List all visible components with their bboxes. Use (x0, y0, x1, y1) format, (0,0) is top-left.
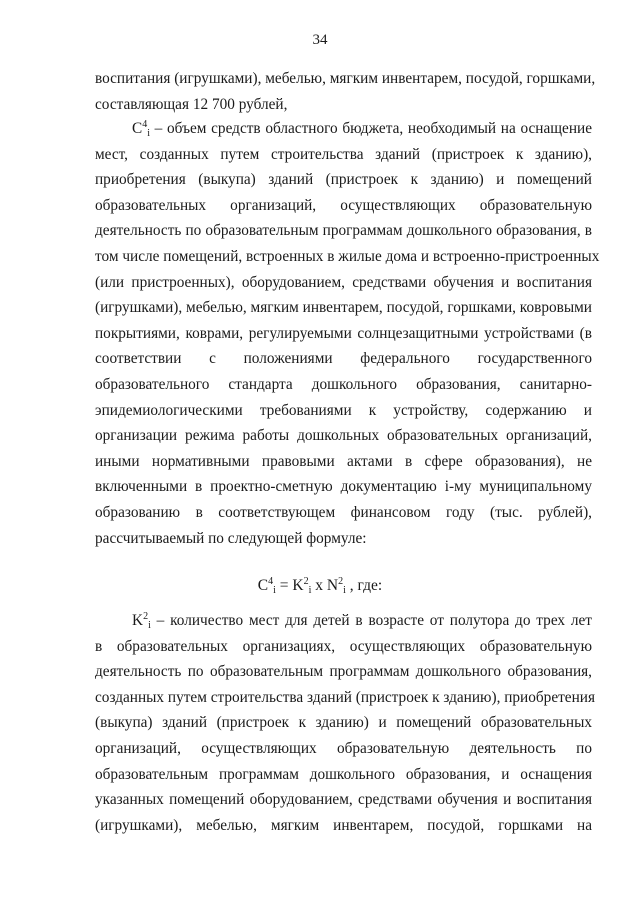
variable-subscript: i (147, 128, 150, 139)
text-line: соответствии с положениями федерального государственного (95, 350, 592, 368)
formula-symbol: C (257, 577, 269, 594)
text-line: (игрушками), мебелью, мягким инвентарем, посудой, горшками, ковровыми (95, 299, 592, 317)
text-line: организации режима работы дошкольных образовательных организаций, (95, 427, 592, 445)
text-line: образовательным программам дошкольного образования, и оснащения (95, 765, 592, 783)
text-line: включенными в проектно-сметную документацию i-му муниципальному (95, 478, 592, 496)
text-line: иными нормативными правовыми актами в сфере образования), не (95, 452, 592, 470)
text-line (95, 608, 592, 634)
text-line: образовательного стандарта дошкольного образования, санитарно- (95, 375, 592, 393)
text-line: созданных путем строительства зданий (пристроек к зданию), приобретения (95, 688, 595, 706)
formula (0, 577, 640, 595)
formula-superscript: 2 (338, 576, 344, 587)
variable-symbol: K (132, 612, 144, 629)
formula-subscript: i (273, 585, 276, 596)
line-text: – количество мест для детей в возрасте от полутора до трех лет (150, 612, 592, 629)
formula-operator: x (311, 577, 327, 594)
variable-superscript: 2 (143, 611, 149, 622)
line-text: – объем средств областного бюджета, необходимый на оснащение (149, 120, 592, 137)
text-line: образовательных организаций, осуществляющих образовательную (95, 196, 592, 214)
text-line: в образовательных организациях, осуществляющих образовательную (95, 637, 592, 655)
variable-subscript: i (148, 620, 151, 631)
paragraph-k2i-definition (95, 608, 595, 838)
text-line: (игрушками), мебелью, мягким инвентарем, посудой, горшками на (95, 816, 592, 834)
formula-tail: , где: (345, 577, 383, 594)
paragraph-continuation (95, 66, 596, 117)
text-line: том числе помещений, встроенных в жилые дома и встроенно-пристроенных (95, 247, 600, 265)
text-line: организаций, осуществляющих образовательную деятельность по (95, 739, 592, 757)
text-line: (или пристроенных), оборудованием, средствами обучения и воспитания (95, 273, 592, 291)
formula-symbol: N (326, 577, 339, 594)
formula-superscript: 2 (303, 576, 309, 587)
text-line: мест, созданных путем строительства зданий (пристроек к зданию), (95, 145, 592, 163)
formula-subscript: i (308, 585, 312, 596)
formula-operator: = (275, 577, 293, 594)
text-line: приобретения (выкупа) зданий (пристроек к зданию) и помещений (95, 171, 592, 189)
text-line: указанных помещений оборудованием, средствами обучения и воспитания (95, 791, 592, 809)
text-line: покрытиями, коврами, регулируемыми солнцезащитными устройствами (в (95, 324, 592, 342)
text-line (95, 116, 592, 142)
text-line: воспитания (игрушками), мебелью, мягким инвентарем, посудой, горшками, (95, 70, 596, 87)
paragraph-c4i-definition (95, 116, 600, 551)
text-line: рассчитываемый по следующей формуле: (95, 529, 367, 547)
variable-symbol: C (132, 120, 143, 137)
formula-subscript: i (343, 585, 346, 596)
text-line: деятельность по образовательным программам дошкольного образования, (95, 663, 592, 681)
variable-superscript: 4 (142, 119, 148, 130)
text-line: составляющая 12 700 рублей, (95, 95, 288, 113)
page-number: 34 (312, 32, 328, 48)
formula-superscript: 4 (268, 576, 274, 587)
text-line: (выкупа) зданий (пристроек к зданию) и помещений образовательных (95, 714, 592, 732)
text-line: эпидемиологическими требованиями к устройству, содержанию и (95, 401, 592, 419)
text-line: образованию в соответствующем финансовом году (тыс. рублей), (95, 503, 592, 521)
formula-symbol: K (292, 577, 304, 594)
text-line: деятельность по образовательным программам дошкольного образования, в (95, 222, 592, 240)
